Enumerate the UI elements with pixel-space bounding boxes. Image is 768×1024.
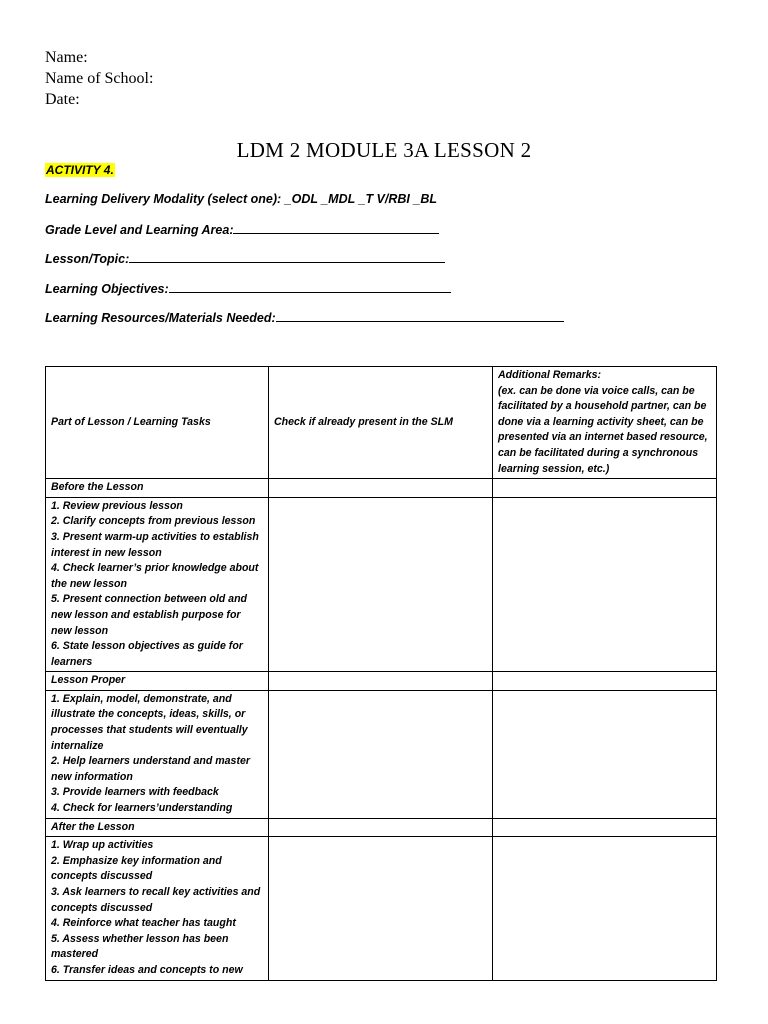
resources-blank-line[interactable]: [276, 309, 564, 322]
tasks-cell: [46, 497, 269, 672]
remarks-cell[interactable]: [493, 479, 717, 498]
section-row-proper: [46, 672, 717, 691]
section-title: Lesson Proper: [46, 672, 269, 691]
remarks-cell[interactable]: [493, 837, 717, 980]
grade-label: Grade Level and Learning Area:: [45, 223, 234, 237]
task-item: 2. Clarify concepts from previous lesson: [51, 515, 256, 528]
date-label: Date:: [45, 91, 80, 108]
grade-blank-line[interactable]: [233, 221, 439, 234]
remarks-title: Additional Remarks:: [498, 369, 602, 381]
check-cell[interactable]: [269, 690, 493, 818]
task-item: 1. Explain, model, demonstrate, and illustrate the concepts, ideas, skills, or processes that students will eventually internalize: [51, 692, 248, 752]
task-item: 6. State lesson objectives as guide for learners: [51, 640, 243, 668]
task-item: 3. Provide learners with feedback: [51, 786, 219, 799]
remarks-cell[interactable]: [493, 690, 717, 818]
remarks-detail: (ex. can be done via voice calls, can be facilitated by a household partner, can be done via a learning activity sheet, can be presented via an internet based resource, can be facilitated during a synchronous learning session, etc.): [498, 384, 708, 475]
page-title: LDM 2 MODULE 3A LESSON 2: [236, 138, 532, 162]
task-item: 2. Emphasize key information and concepts discussed: [51, 854, 222, 883]
name-label: Name:: [45, 49, 88, 66]
lesson-table: [45, 366, 717, 981]
student-info-block: [45, 47, 153, 110]
tasks-cell: [46, 690, 269, 818]
header-part-of-lesson: Part of Lesson / Learning Tasks: [46, 367, 269, 479]
resources-field: [45, 309, 564, 325]
remarks-cell[interactable]: [493, 672, 717, 691]
tasks-row-before: [46, 497, 717, 672]
table-header-row: [46, 367, 717, 479]
tasks-row-proper: [46, 690, 717, 818]
task-item: 3. Ask learners to recall key activities and concepts discussed: [51, 886, 261, 914]
objectives-label: Learning Objectives:: [45, 282, 169, 296]
check-cell[interactable]: [269, 497, 493, 672]
task-item: 5. Assess whether lesson has been mastered: [51, 932, 229, 961]
topic-blank-line[interactable]: [129, 250, 445, 263]
modality-label: Learning Delivery Modality (select one): _ODL _MDL _T V/RBI _BL: [45, 192, 437, 206]
check-cell[interactable]: [269, 672, 493, 691]
task-item: 1. Wrap up activities: [51, 839, 154, 852]
modality-field: [45, 192, 437, 206]
objectives-blank-line[interactable]: [169, 280, 451, 293]
school-label: Name of School:: [45, 70, 154, 87]
remarks-cell[interactable]: [493, 497, 717, 672]
objectives-field: [45, 280, 451, 296]
tasks-row-after: [46, 837, 717, 980]
section-title: After the Lesson: [46, 818, 269, 837]
check-cell[interactable]: [269, 479, 493, 498]
header-additional-remarks: [493, 367, 717, 479]
task-item: 6. Transfer ideas and concepts to new: [51, 963, 243, 976]
task-item: 4. Check for learners’understanding: [51, 802, 233, 815]
check-cell[interactable]: [269, 837, 493, 980]
tasks-cell: [46, 837, 269, 980]
task-item: 4. Check learner’s prior knowledge about the new lesson: [51, 562, 259, 590]
section-row-before: [46, 479, 717, 498]
topic-field: [45, 250, 445, 266]
grade-field: [45, 221, 439, 237]
check-cell[interactable]: [269, 818, 493, 837]
activity-label: ACTIVITY 4.: [46, 163, 114, 177]
task-item: 5. Present connection between old and new lesson and establish purpose for new lesson: [51, 593, 248, 637]
header-check-slm: Check if already present in the SLM: [269, 367, 493, 479]
remarks-cell[interactable]: [493, 818, 717, 837]
topic-label: Lesson/Topic:: [45, 252, 130, 266]
task-item: 2. Help learners understand and master new information: [51, 755, 250, 783]
task-item: 3. Present warm-up activities to establish interest in new lesson: [51, 530, 259, 559]
resources-label: Learning Resources/Materials Needed:: [45, 311, 276, 325]
task-item: 1. Review previous lesson: [51, 499, 183, 512]
section-title: Before the Lesson: [46, 479, 269, 498]
section-row-after: [46, 818, 717, 837]
task-item: 4. Reinforce what teacher has taught: [51, 917, 236, 930]
